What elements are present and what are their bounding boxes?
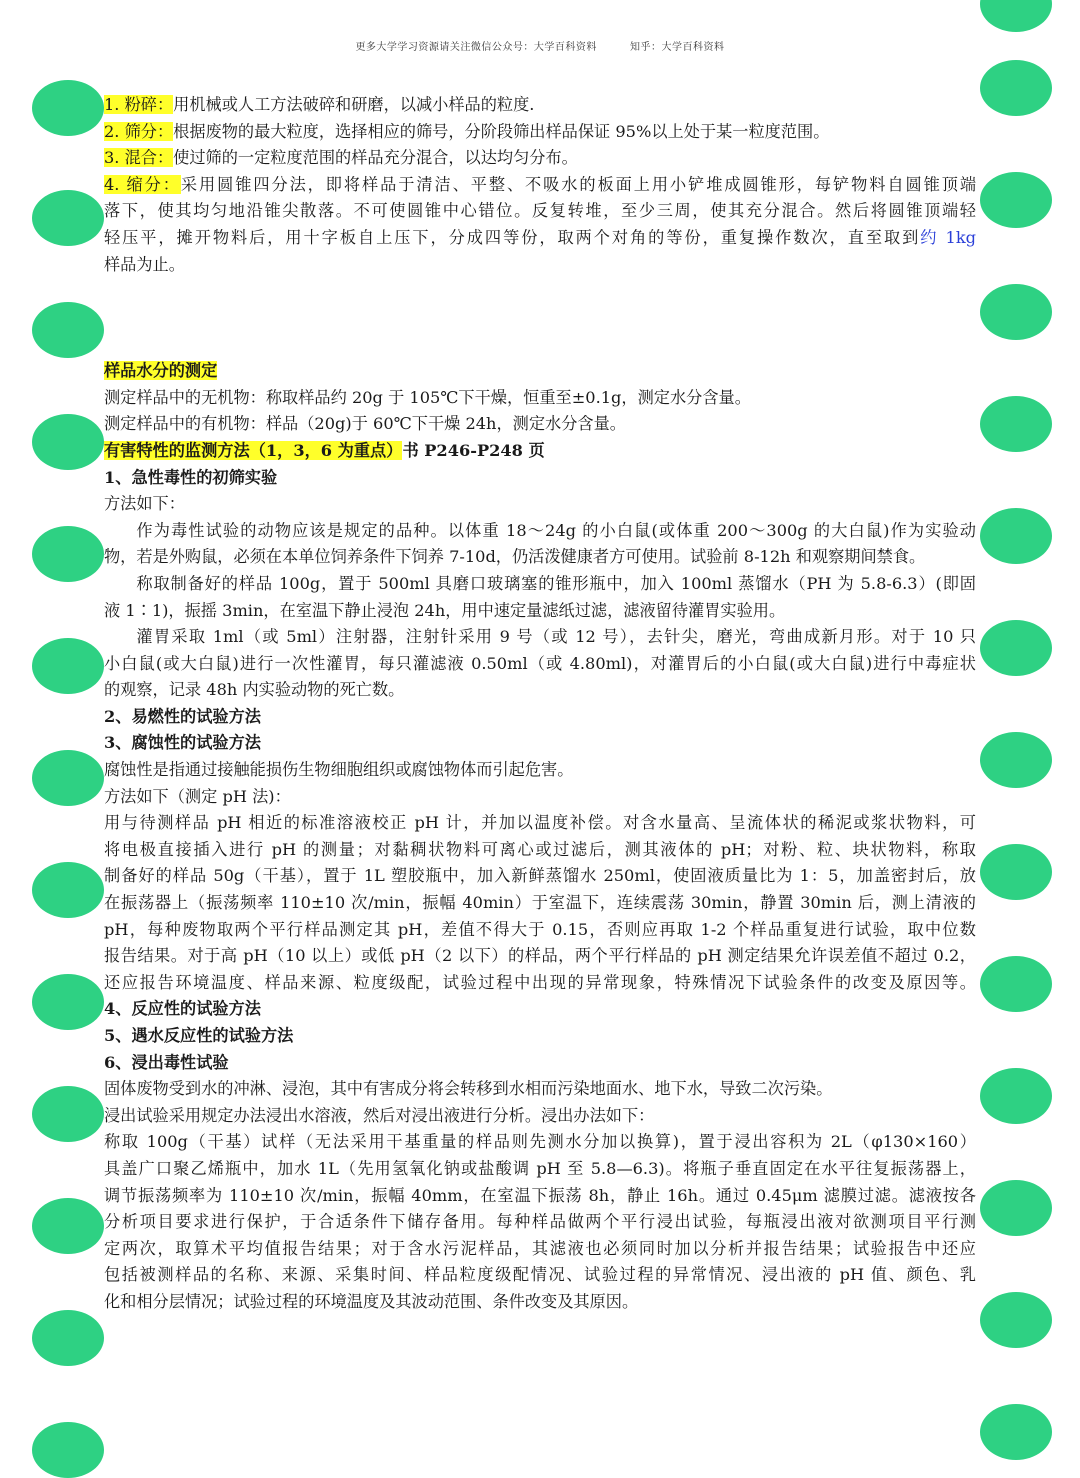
sec3-line: 在振荡器上（振荡频率 110±10 次/min，振幅 40min）于室温下，连续震荡 30min，静置 30min 后，测上清液的 bbox=[104, 893, 976, 913]
sec5-title: 5、遇水反应性的试验方法 bbox=[104, 1026, 294, 1045]
sec3-definition: 腐蚀性是指通过接触能损伤生物细胞组织或腐蚀物体而引起危害。 bbox=[104, 760, 574, 780]
header-zhihu: 知乎：大学百科资料 bbox=[630, 42, 725, 53]
step-text: 轻压平，摊开物料后，用十字板自上压下，分成四等份，取两个对角的等份，重复操作数次，直至取到 bbox=[104, 227, 921, 247]
step-divide-cont bbox=[104, 198, 976, 225]
binder-ring bbox=[32, 302, 104, 358]
step-divide-end bbox=[104, 252, 976, 279]
binder-ring bbox=[980, 1292, 1052, 1348]
hazard-heading-highlight: 有害特性的监测方法（1，3，6 为重点） bbox=[104, 440, 403, 460]
document-body bbox=[104, 92, 976, 1316]
moisture-inorganic: 测定样品中的无机物：称取样品约 20g 于 105℃下干燥，恒重至±0.1g，测定水分含量。 bbox=[104, 387, 751, 407]
binder-ring bbox=[980, 1068, 1052, 1124]
sec3-line: 用与待测样品 pH 相近的标准溶液校正 pH 计，并加以温度补偿。对含水量高、呈流体状的稀泥或浆状物料，可 bbox=[104, 813, 976, 833]
step-text: 样品为止。 bbox=[104, 254, 185, 274]
step-mix bbox=[104, 145, 976, 172]
binder-ring bbox=[980, 956, 1052, 1012]
binder-ring bbox=[980, 396, 1052, 452]
sec3-line: 制备好的样品 50g（干基），置于 1L 塑胶瓶中，加入新鲜蒸馏水 250ml，使固液质量比为 1：5，加盖密封后，放 bbox=[104, 866, 976, 886]
step-label: 1. 粉碎： bbox=[104, 95, 174, 114]
sec3-line: 报告结果。对于高 pH（10 以上）或低 pH（2 以下）的样品，两个平行样品的 pH 测定结果允许误差值不超过 0.2， bbox=[104, 946, 976, 966]
binder-ring bbox=[980, 0, 1052, 32]
binder-ring bbox=[980, 620, 1052, 676]
sec1-method: 方法如下： bbox=[104, 494, 185, 514]
hazard-heading-ref: 书 P246-P248 页 bbox=[402, 440, 545, 460]
spacer bbox=[104, 278, 976, 358]
binder-ring bbox=[32, 190, 104, 246]
sec2-title: 2、易燃性的试验方法 bbox=[104, 706, 261, 726]
binder-ring bbox=[32, 1086, 104, 1142]
step-label: 2. 筛分： bbox=[104, 121, 174, 141]
sec6-line: 具盖广口聚乙烯瓶中，加水 1L（先用氢氧化钠或盐酸调 pH 至 5.8—6.3)。将瓶子垂直固定在水平往复振荡器上， bbox=[104, 1158, 976, 1178]
sec1-para: 称取制备好的样品 100g，置于 500ml 具磨口玻璃塞的锥形瓶中，加入 100ml 蒸馏水（PH 为 5.8-6.3）(即固 bbox=[136, 573, 976, 593]
step-crush bbox=[104, 92, 976, 119]
sec1-para: 的观察，记录 48h 内实验动物的死亡数。 bbox=[104, 680, 405, 700]
sec3-line: pH，每种废物取两个平行样品测定其 pH，差值不得大于 0.15，否则应再取 1-2 个样品重复进行试验，取中位数 bbox=[104, 919, 976, 939]
binder-ring bbox=[32, 750, 104, 806]
sec1-para: 小白鼠(或大白鼠)进行一次性灌胃，每只灌滤液 0.50ml（或 4.80ml)，对灌胃后的小白鼠(或大白鼠)进行中毒症状 bbox=[104, 653, 976, 673]
page-header bbox=[0, 38, 1080, 53]
step-sieve bbox=[104, 119, 976, 146]
sec3-line: 还应报告环境温度、样品来源、粒度级配，试验过程中出现的异常现象，特殊情况下试验条件的改变及原因等。 bbox=[104, 972, 976, 992]
moisture-organic: 测定样品中的有机物：样品（20g)于 60℃下干燥 24h，测定水分含量。 bbox=[104, 414, 626, 434]
sec3-line: 将电极直接插入进行 pH 的测量；对黏稠状物料可离心或过滤后，测其液体的 pH；对粉、粒、块状物料，称取 bbox=[104, 839, 976, 859]
step-divide bbox=[104, 172, 976, 199]
step-label: 3. 混合： bbox=[104, 148, 174, 168]
sec6-line: 分析项目要求进行保护，于合适条件下储存备用。每种样品做两个平行浸出试验，每瓶浸出液对欲测项目平行测 bbox=[104, 1212, 976, 1232]
sec6-line: 化和相分层情况；试验过程的环境温度及其波动范围、条件改变及其原因。 bbox=[104, 1291, 639, 1311]
binder-ring bbox=[32, 1422, 104, 1478]
sec6-line: 调节振荡频率为 110±10 次/min，振幅 40mm，在室温下振荡 8h，静止 16h。通过 0.45μm 滤膜过滤。滤液按各 bbox=[104, 1185, 976, 1205]
binder-ring bbox=[980, 844, 1052, 900]
step-text: 采用圆锥四分法，即将样品于清洁、平整、不吸水的板面上用小铲堆成圆锥形，每铲物料自圆锥顶端 bbox=[180, 174, 977, 194]
binder-ring bbox=[980, 1180, 1052, 1236]
binder-ring bbox=[32, 1310, 104, 1366]
sec4-title: 4、反应性的试验方法 bbox=[104, 999, 261, 1019]
step-text: 使过筛的一定粒度范围的样品充分混合，以达均匀分布。 bbox=[173, 148, 578, 168]
step-label: 4. 缩分： bbox=[104, 174, 181, 194]
step-text: 落下，使其均匀地沿锥尖散落。不可使圆锥中心错位。反复转堆，至少三周，使其充分混合。然后将圆锥顶端轻 bbox=[104, 201, 976, 221]
step-divide-cont bbox=[104, 225, 976, 252]
sec6-line: 定两次，取算术平均值报告结果；对于含水污泥样品，其滤液也必须同时加以分析并报告结果；试验报告中还应 bbox=[104, 1238, 976, 1258]
sec6-line: 浸出试验采用规定办法浸出水溶液，然后对浸出液进行分析。浸出办法如下： bbox=[104, 1105, 655, 1125]
binder-ring bbox=[32, 862, 104, 918]
sec3-method: 方法如下（测定 pH 法)： bbox=[104, 786, 291, 806]
binder-ring bbox=[980, 732, 1052, 788]
binder-ring bbox=[980, 172, 1052, 228]
binder-ring bbox=[32, 526, 104, 582]
sec1-para: 灌胃采取 1ml（或 5ml）注射器，注射针采用 9 号（或 12 号），去针尖，磨光，弯曲成新月形。对于 10 只 bbox=[136, 627, 976, 647]
sec6-title: 6、浸出毒性试验 bbox=[104, 1052, 229, 1072]
binder-ring bbox=[32, 974, 104, 1030]
hazard-heading bbox=[104, 438, 976, 465]
sec6-line: 称取 100g（干基）试样（无法采用干基重量的样品则先测水分加以换算)，置于浸出容积为 2L（φ130×160） bbox=[104, 1132, 976, 1152]
sec3-title: 3、腐蚀性的试验方法 bbox=[104, 733, 261, 753]
step-text: 根据废物的最大粒度，选择相应的筛号，分阶段筛出样品保证 95%以上处于某一粒度范围。 bbox=[173, 121, 830, 141]
binder-ring bbox=[32, 414, 104, 470]
sec6-line: 固体废物受到水的冲淋、浸泡，其中有害成分将会转移到水相而污染地面水、地下水，导致二次污染。 bbox=[104, 1079, 833, 1099]
binder-ring bbox=[32, 638, 104, 694]
sec1-title: 1、急性毒性的初筛实验 bbox=[104, 467, 278, 487]
binder-ring bbox=[980, 508, 1052, 564]
step-text: 用机械或人工方法破碎和研磨，以减小样品的粒度. bbox=[173, 95, 535, 114]
binder-ring bbox=[980, 60, 1052, 116]
moisture-heading bbox=[104, 358, 976, 385]
sec1-para: 物，若是外购鼠，必须在本单位饲养条件下饲养 7-10d，仍活泼健康者方可使用。试验前 8-12h 和观察期间禁食。 bbox=[104, 547, 926, 567]
binder-ring bbox=[32, 1198, 104, 1254]
binder-ring bbox=[980, 284, 1052, 340]
header-wechat: 更多大学学习资源请关注微信公众号：大学百科资料 bbox=[355, 42, 597, 53]
moisture-heading-text: 样品水分的测定 bbox=[104, 361, 218, 381]
sec1-para: 液 1∶1)，振摇 3min，在室温下静止浸泡 24h，用中速定量滤纸过滤，滤液留待灌胃实验用。 bbox=[104, 600, 786, 620]
binder-ring bbox=[980, 1404, 1052, 1460]
step-text-highlight: 约 1kg bbox=[920, 227, 976, 247]
sec1-para: 作为毒性试验的动物应该是规定的品种。以体重 18～24g 的小白鼠(或体重 200～300g 的大白鼠)作为实验动 bbox=[136, 520, 976, 540]
sec6-line: 包括被测样品的名称、来源、采集时间、样品粒度级配情况、试验过程的异常情况、浸出液的 pH 值、颜色、乳 bbox=[104, 1265, 976, 1285]
binder-ring bbox=[32, 80, 104, 136]
